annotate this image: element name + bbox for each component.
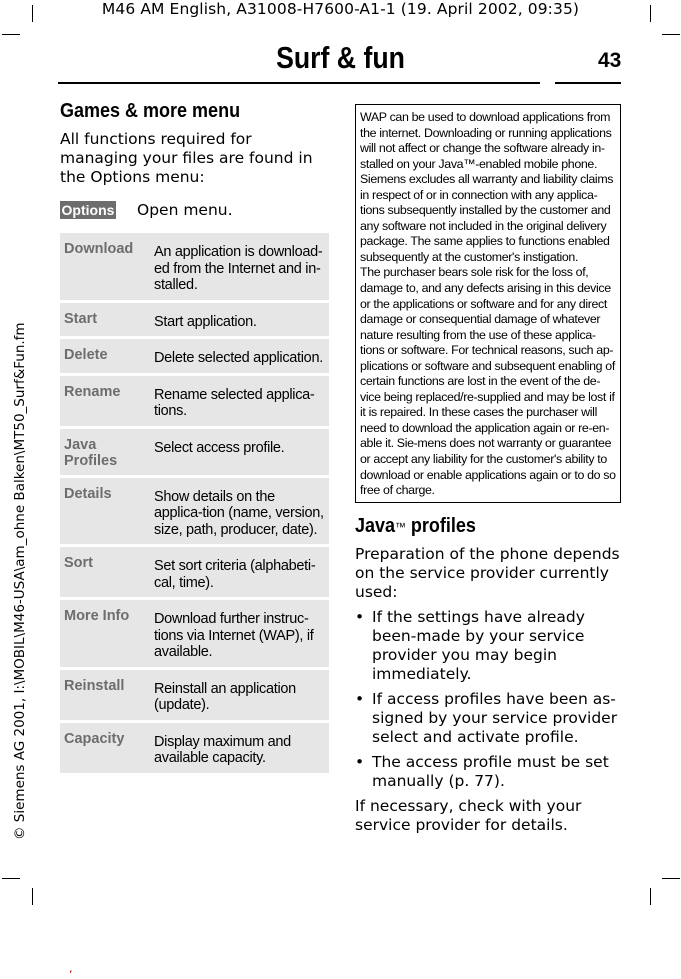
menu-description: Set sort criteria (alphabeti-cal, time). [150, 547, 329, 597]
crop-mark [662, 878, 680, 879]
menu-description: Select access profile. [150, 429, 329, 475]
java-profiles-list [355, 608, 621, 791]
table-row [60, 478, 329, 545]
menu-description: Reinstall an application (update). [150, 670, 329, 720]
legal-notice-box [355, 104, 621, 503]
menu-term: Java Profiles [60, 429, 150, 475]
heading-profiles: profiles [405, 515, 476, 537]
menu-description: Display maximum and available capacity. [150, 723, 329, 773]
footer-mark: , [69, 962, 73, 975]
menu-term: Details [60, 478, 150, 545]
menu-term: More Info [60, 600, 150, 667]
menu-term: Reinstall [60, 670, 150, 720]
side-file-path: © Siemens AG 2001, I:\MOBIL\M46-USA\am_ohne Balken\MT50_Surf&Fun.fm [12, 322, 28, 840]
table-row [60, 376, 329, 426]
table-row [60, 670, 329, 720]
legal-paragraph: WAP can be used to download applications from the internet. Downloading or running applications will not affect or change the software already in-stalled on your Java™-enabled mobile phone. Siemens excludes all warranty and liability claims in respect of or in connection with any applica-tions subsequently installed by the customer and any software not included in the original delivery package. The same applies to functions enabled subsequently at the customer's instigation. [360, 110, 614, 264]
crop-mark [650, 888, 651, 905]
list-item: • The access profile must be set manually (p. 77). [355, 753, 621, 791]
softkey-action: Open menu. [137, 201, 233, 219]
menu-description: An application is download-ed from the Internet and in-stalled. [150, 233, 329, 300]
menu-description: Delete selected application. [150, 339, 329, 373]
table-row [60, 303, 329, 337]
menu-term: Rename [60, 376, 150, 426]
menu-description: Start application. [150, 303, 329, 337]
games-menu-heading: Games & more menu [60, 100, 241, 122]
menu-term: Sort [60, 547, 150, 597]
table-row [60, 339, 329, 373]
page-title: Surf & fun [276, 40, 405, 75]
crop-mark [2, 878, 20, 879]
table-row [60, 429, 329, 475]
menu-term: Start [60, 303, 150, 337]
crop-mark [662, 34, 680, 35]
page-number: 43 [598, 49, 622, 72]
java-profiles-section [355, 545, 621, 835]
page-number-rule [555, 82, 621, 84]
java-profiles-heading [355, 515, 476, 538]
trademark-symbol: ™ [395, 520, 406, 534]
table-row [60, 723, 329, 773]
legal-paragraph: The purchaser bears sole risk for the loss of, damage to, and any defects arising in this device or the applications or software and for any direct damage or consequential damage of whatever nature resulting from the use of these applica-tions or software. For technical reasons, such ap-plications or software and subsequent enabling of certain functions are lost in the event of the de-vice being replaced/re-supplied and may be lost if it is repaired. In these cases the purchaser will need to download the application again or re-en-able it. Sie-mens does not warranty or guarantee or accept any liability for the customer's ability to download or enable applications again or to do so free of charge. [360, 265, 616, 498]
menu-description: Show details on the applica-tion (name, version, size, path, producer, date). [150, 478, 329, 545]
table-row [60, 547, 329, 597]
java-profiles-intro: Preparation of the phone depends on the service provider currently used: [355, 545, 620, 601]
games-menu-intro: All functions required for managing your files are found in the Options menu: [60, 130, 313, 186]
list-item: • If access profiles have been as-signed by your service provider select and activate profile. [355, 690, 621, 747]
title-rule [58, 82, 540, 84]
menu-term: Delete [60, 339, 150, 373]
menu-description: Rename selected applica-tions. [150, 376, 329, 426]
options-softkey: Options [61, 202, 115, 218]
table-row [60, 600, 329, 667]
print-header: M46 AM English, A31008-H7600-A1-1 (19. April 2002, 09:35) [101, 0, 580, 18]
menu-term: Download [60, 233, 150, 300]
table-row [60, 233, 329, 300]
heading-java: Java [355, 515, 396, 537]
options-menu-table [60, 230, 329, 776]
java-profiles-closing: If necessary, check with your service provider for details. [355, 797, 582, 834]
menu-term: Capacity [60, 723, 150, 773]
list-item: • If the settings have already been-made by your service provider you may begin immediately. [355, 608, 621, 684]
crop-mark [2, 34, 20, 35]
crop-mark [32, 888, 33, 905]
menu-description: Download further instruc-tions via Internet (WAP), if available. [150, 600, 329, 667]
